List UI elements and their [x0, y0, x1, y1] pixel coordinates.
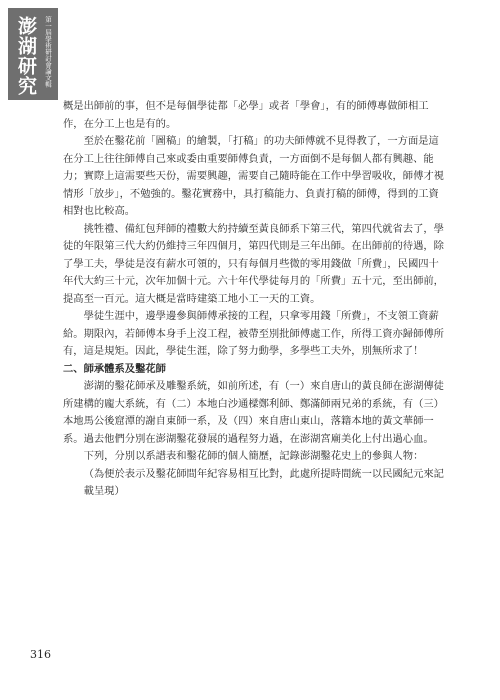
page-number: 316 — [30, 648, 51, 661]
page-body — [63, 98, 447, 501]
paragraph-3: 挑牲禮、備紅包拜師的禮數大約持續至黃良師系下第三代，第四代就省去了，學徒的年限第三代大約仍維持三年四個月，第四代則是三年出師。在出師前的待遇，除了學工夫，學徒是沒有薪水可領的，只有每個月些微的零用錢做「所費」，民國四十年代大約三十元，次年加個十元。六十年代學徒每月的「所費」五十元，至出師前，提高至一百元。這大概是當時建築工地小工一天的工資。 — [63, 222, 444, 305]
series-banner — [8, 8, 58, 100]
date-note: （為便於表示及鑿花師間年紀容易相互比對，此處所提時間統一以民國紀元來記載呈現） — [83, 467, 444, 497]
section-heading: 二、師承體系及鑿花師 — [63, 362, 166, 375]
section-paragraph-1: 澎湖的鑿花師承及雕鑿系統，如前所述，有（一）來自唐山的黃良師在澎湖傳徒所建構的龐大系統，有（二）本地白沙通樑鄭利師、鄭滿師兩兄弟的系統，有（三）本地馬公後窟潭的謝自東師一系，及（四）來自唐山東山，落籍本地的黃文華師一系。過去他們分別在澎湖鑿花發展的過程努力過，在澎湖宮廟美化上付出過心血。 — [63, 380, 444, 445]
paragraph-4: 學徒生涯中，邊學邊參與師傅承接的工程，只拿零用錢「所費」，不支領工資薪給。期限內，若師傅本身手上沒工程，被帶至別批師傅處工作，所得工資亦歸師傅所有，這是規矩。因此，學徒生涯，除了努力動學，多學些工夫外，別無所求了！ — [63, 310, 444, 357]
series-title: 澎湖研究 — [15, 16, 37, 96]
section-paragraph-2: 下列，分別以系譜表和鑿花師的個人簡歷，記錄澎湖鑿花史上的參與人物： — [83, 450, 424, 462]
paragraph-2: 至於在鑿花前「圖稿」的繪製，「打稿」的功夫師傅就不見得教了，一方面是這在分工上往往師傅自己來或委由重要師傅負責，一方面倒不是每個人都有興趣、能力；實際上這需要些天份，需要興趣，需要自己隨時能在工作中學習吸收，師傅才視情形「放步」，不勉強的。鑿花實務中，具打稿能力、負責打稿的師傅，得到的工資相對也比較高。 — [63, 135, 444, 217]
paragraph-1: 概是出師前的事，但不是每個學徒都「必學」或者「學會」，有的師傅專做師相工作，在分工上也是有的。 — [63, 100, 429, 130]
series-subtitle: 第一屆學術研討會論文輯 — [44, 16, 52, 88]
